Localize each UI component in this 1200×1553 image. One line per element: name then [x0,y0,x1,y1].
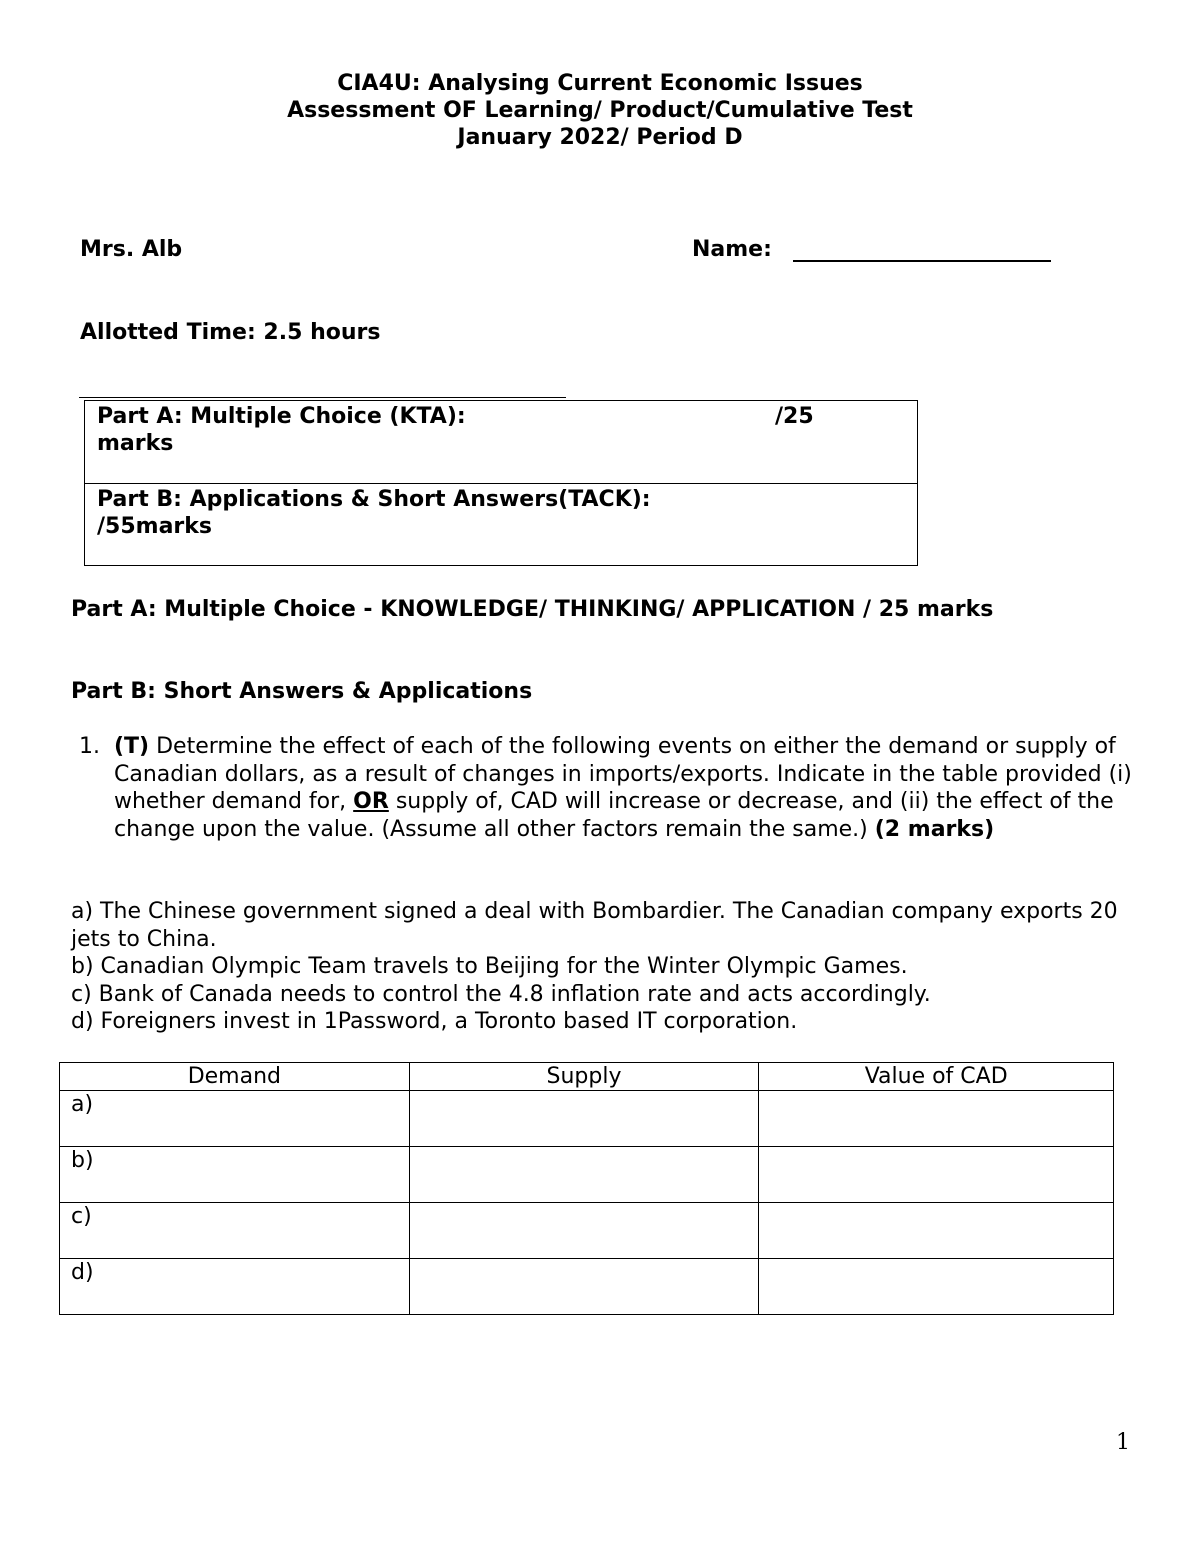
answer-cell-demand[interactable]: b) [60,1147,410,1203]
answer-table-header [60,1063,1114,1091]
table-row [60,1203,1114,1259]
teacher-name: Mrs. Alb [80,237,183,262]
part-b-heading: Part B: Short Answers & Applications [71,679,533,704]
header-course-title: CIA4U: Analysing Current Economic Issues [337,71,863,96]
answer-cell-demand[interactable]: d) [60,1259,410,1315]
question-marks: (2 marks) [874,816,995,842]
or-emphasis: OR [353,789,389,814]
page-number: 1 [1116,1430,1130,1455]
allotted-time: Allotted Time: 2.5 hours [80,320,381,345]
answer-cell-value[interactable] [759,1203,1114,1259]
separator-line [79,397,566,398]
score-part-a-label: Part A: Multiple Choice (KTA): marks [97,404,466,456]
answer-cell-value[interactable] [759,1259,1114,1315]
name-label: Name: [692,237,772,262]
event-item: d) Foreigners invest in 1Password, a Toronto based IT corporation. [71,1009,798,1034]
answer-cell-supply[interactable] [409,1259,759,1315]
event-item: b) Canadian Olympic Team travels to Beijing for the Winter Olympic Games. [71,954,908,979]
header-value-of-cad: Value of CAD [759,1063,1114,1091]
events-list [71,898,1131,1036]
document-header [0,70,1200,151]
score-row-part-a [85,401,917,484]
name-blank-line[interactable] [793,260,1051,262]
answer-cell-supply[interactable] [409,1203,759,1259]
answer-cell-value[interactable] [759,1147,1114,1203]
event-item: a) The Chinese government signed a deal with Bombardier. The Canadian company exports 20 jets to China. [71,899,1118,952]
table-row [60,1091,1114,1147]
question-number: 1. [79,734,100,759]
question-tag: (T) [114,734,150,759]
header-date-period: January 2022/ Period D [457,125,743,150]
answer-cell-value[interactable] [759,1091,1114,1147]
part-a-heading: Part A: Multiple Choice - KNOWLEDGE/ THINKING/ APPLICATION / 25 marks [71,597,994,622]
answer-cell-demand[interactable]: a) [60,1091,410,1147]
score-row-part-b [85,484,917,567]
header-supply: Supply [409,1063,759,1091]
event-item: c) Bank of Canada needs to control the 4.8 inflation rate and acts accordingly. [71,981,931,1007]
answer-cell-demand[interactable]: c) [60,1203,410,1259]
answer-cell-supply[interactable] [409,1091,759,1147]
score-part-b-label: Part B: Applications & Short Answers(TACK): /55marks [97,487,651,539]
table-row [60,1259,1114,1315]
header-demand: Demand [60,1063,410,1091]
question-1-text: (T) Determine the effect of each of the following events on either the demand or supply of Canadian dollars, as a result of changes in imports/exports. Indicate in the table provided (i) whether demand for, OR supply of, CAD will increase or decrease, and (ii) the effect of the change upon the value. (Assume all other factors remain the same.) (2 marks) [114,734,1132,842]
score-part-a-marks: /25 [775,404,814,429]
answer-table [59,1062,1114,1315]
score-table [84,400,918,566]
table-row [60,1147,1114,1203]
answer-cell-supply[interactable] [409,1147,759,1203]
header-assessment-title: Assessment OF Learning/ Product/Cumulative Test [287,98,913,123]
